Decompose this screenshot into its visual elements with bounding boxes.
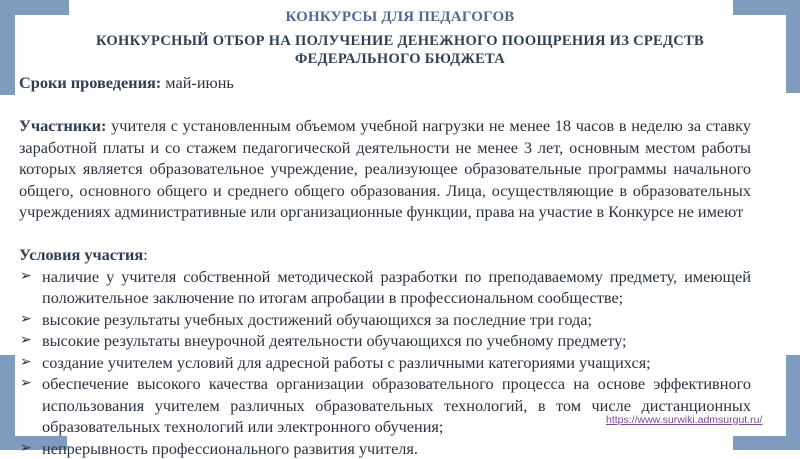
arrow-bullet-icon: ➢: [20, 352, 32, 374]
list-item: [19, 309, 751, 331]
list-item-text: непрерывность профессионального развития учителя.: [42, 439, 418, 458]
arrow-bullet-icon: ➢: [20, 330, 32, 352]
dates-value: май-июнь: [161, 73, 234, 92]
list-item-text: обеспечение высокого качества организации образовательного процесса на основе эффективного использования учителем различных образовательных технологий, в том числе дистанционных образовательных технологий или электронного обучения;: [42, 374, 751, 436]
spacer: [19, 94, 751, 116]
arrow-bullet-icon: ➢: [20, 438, 32, 459]
arrow-bullet-icon: ➢: [20, 266, 32, 288]
list-item: [19, 373, 751, 438]
conditions-heading: [19, 244, 751, 266]
list-item-text: наличие у учителя собственной методической разработки по преподаваемому предмету, имеющей положительное заключение по итогам апробации в профессиональном сообществе;: [42, 267, 751, 308]
list-item-text: высокие результаты внеурочной деятельности обучающихся по учебному предмету;: [42, 331, 627, 350]
subtitle-line-1: КОНКУРСНЫЙ ОТБОР НА ПОЛУЧЕНИЕ ДЕНЕЖНОГО ПООЩРЕНИЯ ИЗ СРЕДСТВ: [60, 32, 740, 50]
conditions-label: Условия участия: [19, 245, 143, 264]
arrow-bullet-icon: ➢: [20, 373, 32, 395]
spacer: [19, 223, 751, 245]
slide-header-title: КОНКУРСЫ ДЛЯ ПЕДАГОГОВ: [0, 9, 800, 26]
slide-subtitle: [60, 32, 740, 68]
list-item: [19, 438, 751, 459]
slide-content: [19, 72, 751, 459]
list-item: [19, 266, 751, 309]
subtitle-line-2: ФЕДЕРАЛЬНОГО БЮДЖЕТА: [60, 50, 740, 68]
list-item: [19, 330, 751, 352]
dates-paragraph: [19, 72, 751, 94]
participants-paragraph: [19, 115, 751, 223]
list-item-text: создание учителем условий для адресной работы с различными категориями учащихся;: [42, 353, 651, 372]
source-link[interactable]: https://www.surwiki.admsurgut.ru/: [606, 414, 762, 426]
dates-label: Сроки проведения:: [19, 73, 161, 92]
list-item-text: высокие результаты учебных достижений обучающихся за последние три года;: [42, 310, 592, 329]
participants-label: Участники:: [19, 116, 106, 135]
conditions-colon: :: [143, 245, 148, 264]
arrow-bullet-icon: ➢: [20, 309, 32, 331]
participants-text: учителя с установленным объемом учебной нагрузки не менее 18 часов в неделю за ставку заработной платы и со стажем педагогической деятельности не менее 3 лет, основным местом работы которых является образовательное учреждение, реализующее образовательные программы начального общего, основного общего и среднего общего образования. Лица, осуществляющие в образовательных учреждениях административные или организационные функции, права на участие в Конкурсе не имеют: [19, 116, 751, 221]
conditions-list: [19, 266, 751, 459]
list-item: [19, 352, 751, 374]
